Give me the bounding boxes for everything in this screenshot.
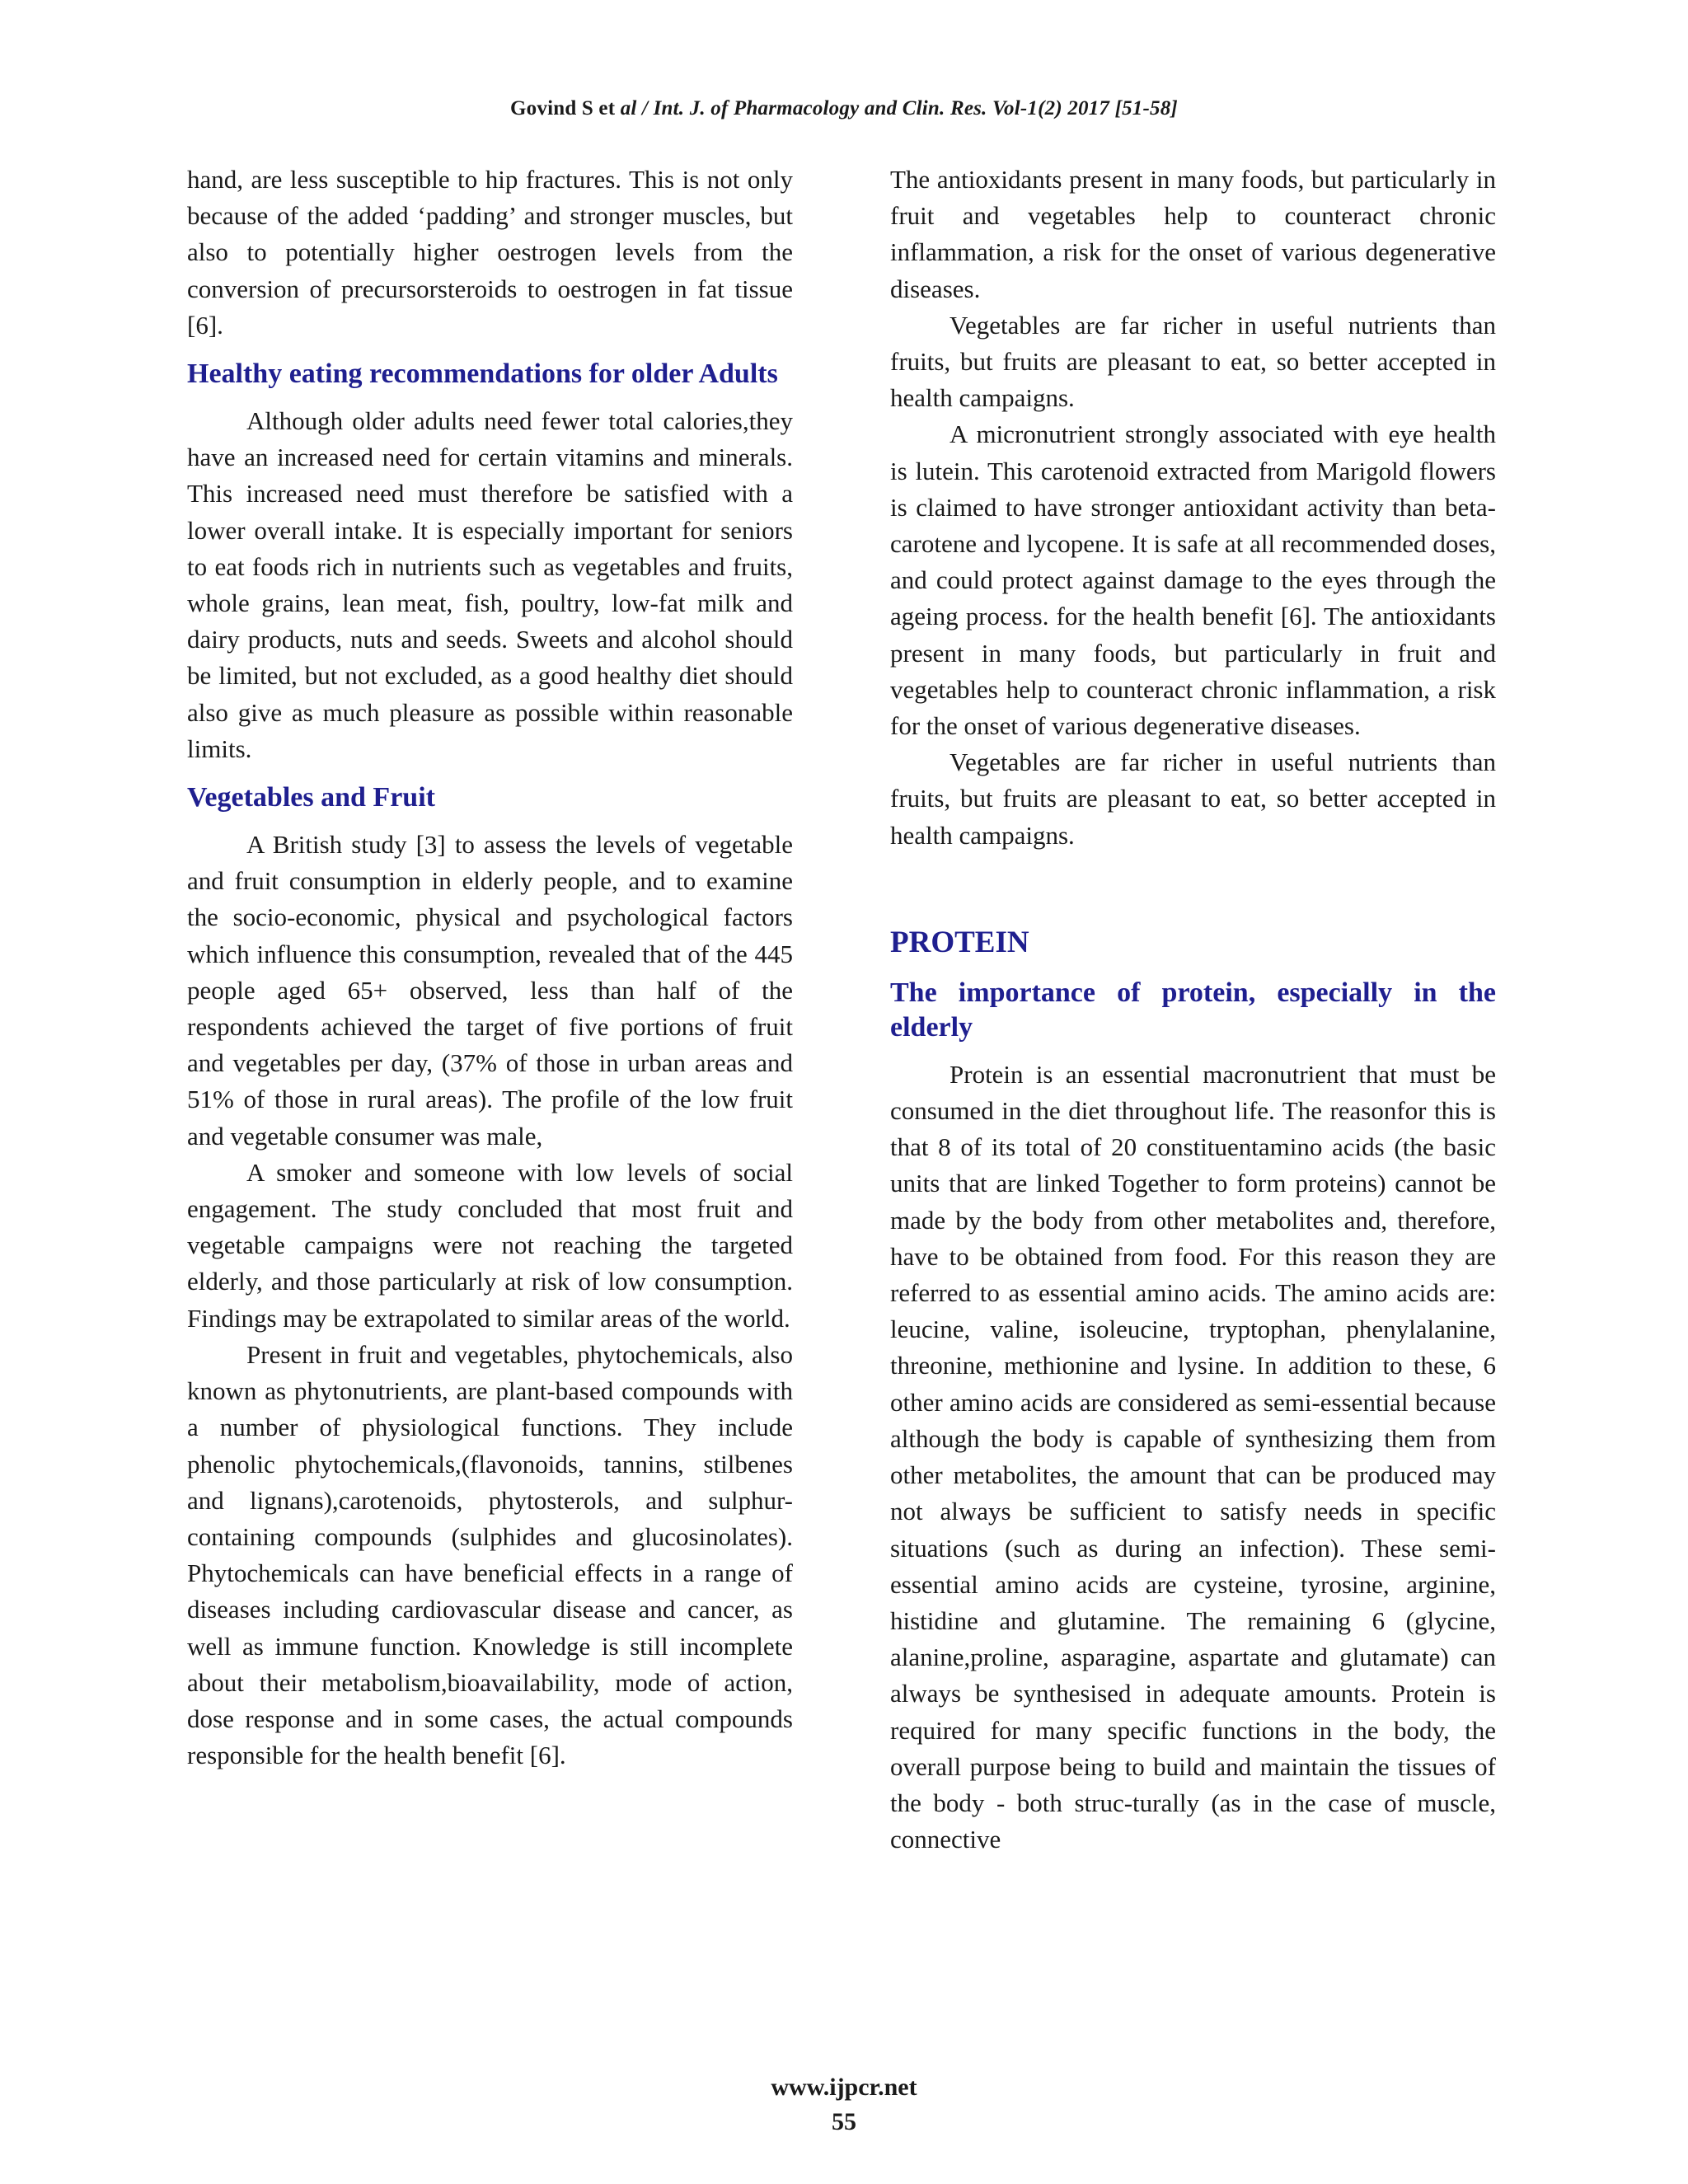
- header-journal: / Int. J. of Pharmacology and Clin. Res. Vol-1(2) 2017 [51-58]: [636, 97, 1178, 120]
- footer-url: www.ijpcr.net: [771, 2074, 917, 2101]
- heading-healthy-eating: Healthy eating recommendations for older Adults: [187, 359, 778, 390]
- paragraph-hip-fractures: hand, are less susceptible to hip fractures. This is not only because of the added ‘padding’ and stronger muscles, but also to potentially higher oestrogen levels from the conversion of precursorsteroids to oestrogen in fat tissue [6].: [187, 165, 793, 340]
- left-column: [187, 162, 793, 1774]
- paragraph-lutein: A micronutrient strongly associated with eye health is lutein. This carotenoid extracted from Marigold flowers is claimed to have stronger antioxidant activity than beta-carotene and lycopene. It is safe at all recommended doses, and could protect against damage to the eyes through the ageing process. for the health benefit [6]. The antioxidants present in many foods, but particularly in fruit and vegetables help to counteract chronic inflammation, a risk for the onset of various degenerative diseases.: [890, 419, 1496, 741]
- paragraph-phytochemicals: Present in fruit and vegetables, phytochemicals, also known as phytonutrients, are plant-based compounds with a number of physiological functions. They include phenolic phytochemicals,(flavonoids, tannins, stilbenes and lignans),carotenoids, phytosterols, and sulphur-containing compounds (sulphides and glucosinolates). Phytochemicals can have beneficial effects in a range of diseases including cardiovascular disease and cancer, as well as immune function. Knowledge is still incomplete about their metabolism,bioavailability, mode of action, dose response and in some cases, the actual compounds responsible for the health benefit [6].: [187, 1339, 793, 1770]
- paragraph-vegetables-richer: Vegetables are far richer in useful nutrients than fruits, but fruits are pleasant to eat, so better accepted in health campaigns.: [890, 310, 1496, 413]
- heading-vegetables-fruit: Vegetables and Fruit: [187, 782, 435, 813]
- paragraph-protein: Protein is an essential macronutrient that must be consumed in the diet throughout life. The reasonfor this is that 8 of its total of 20 constituentamino acids (the basic units that are linked Together to form proteins) cannot be made by the body from other metabolites and, therefore, have to be obtained from food. For this reason they are referred to as essential amino acids. The amino acids are: leucine, valine, isoleucine, tryptophan, phenylalanine, threonine, methionine and lysine. In addition to these, 6 other amino acids are considered as semi-essential because although the body is capable of synthesizing them from other metabolites, the amount that can be produced may not always be sufficient to satisfy needs in specific situations (such as during an infection). These semi-essential amino acids are cysteine, tyrosine, arginine, histidine and glutamine. The remaining 6 (glycine, alanine,proline, asparagine, aspartate and glutamate) can always be synthesised in adequate amounts. Protein is required for many specific functions in the body, the overall purpose being to build and maintain the tissues of the body - both struc-turally (as in the case of muscle, connective: [890, 1059, 1496, 1854]
- paragraph-british-study: A British study [3] to assess the levels of vegetable and fruit consumption in elderly people, and to examine the socio-economic, physical and psychological factors which influence this consumption, revealed that of the 445 people aged 65+ observed, less than half of the respondents achieved the target of five portions of fruit and vegetables per day, (37% of those in urban areas and 51% of those in rural areas). The profile of the low fruit and vegetable consumer was male,: [187, 830, 793, 1151]
- heading-importance-protein: The importance of protein, especially in the elderly: [890, 977, 1496, 1043]
- paragraph-older-adults: Although older adults need fewer total calories,they have an increased need for certain vitamins and minerals. This increased need must therefore be satisfied with a lower overall intake. It is especially important for seniors to eat foods rich in nutrients such as vegetables and fruits, whole grains, lean meat, fish, poultry, low-fat milk and dairy products, nuts and seeds. Sweets and alcohol should be limited, but not excluded, as a good healthy diet should also give as much pleasure as possible within reasonable limits.: [187, 406, 793, 763]
- right-column: [890, 162, 1496, 1858]
- page-number: 55: [832, 2108, 856, 2135]
- paragraph-vegetables-richer-repeat: Vegetables are far richer in useful nutrients than fruits, but fruits are pleasant to eat, so better accepted in health campaigns.: [890, 748, 1496, 850]
- heading-protein: PROTEIN: [890, 925, 1029, 959]
- header-al: al: [620, 97, 637, 120]
- paragraph-antioxidants: The antioxidants present in many foods, but particularly in fruit and vegetables help to counteract chronic inflammation, a risk for the onset of various degenerative diseases.: [890, 165, 1496, 303]
- running-header: [0, 97, 1688, 120]
- paragraph-smoker: A smoker and someone with low levels of social engagement. The study concluded that most fruit and vegetable campaigns were not reaching the targeted elderly, and those particularly at risk of low consumption. Findings may be extrapolated to similar areas of the world.: [187, 1157, 793, 1333]
- header-authors: Govind S et: [510, 97, 621, 120]
